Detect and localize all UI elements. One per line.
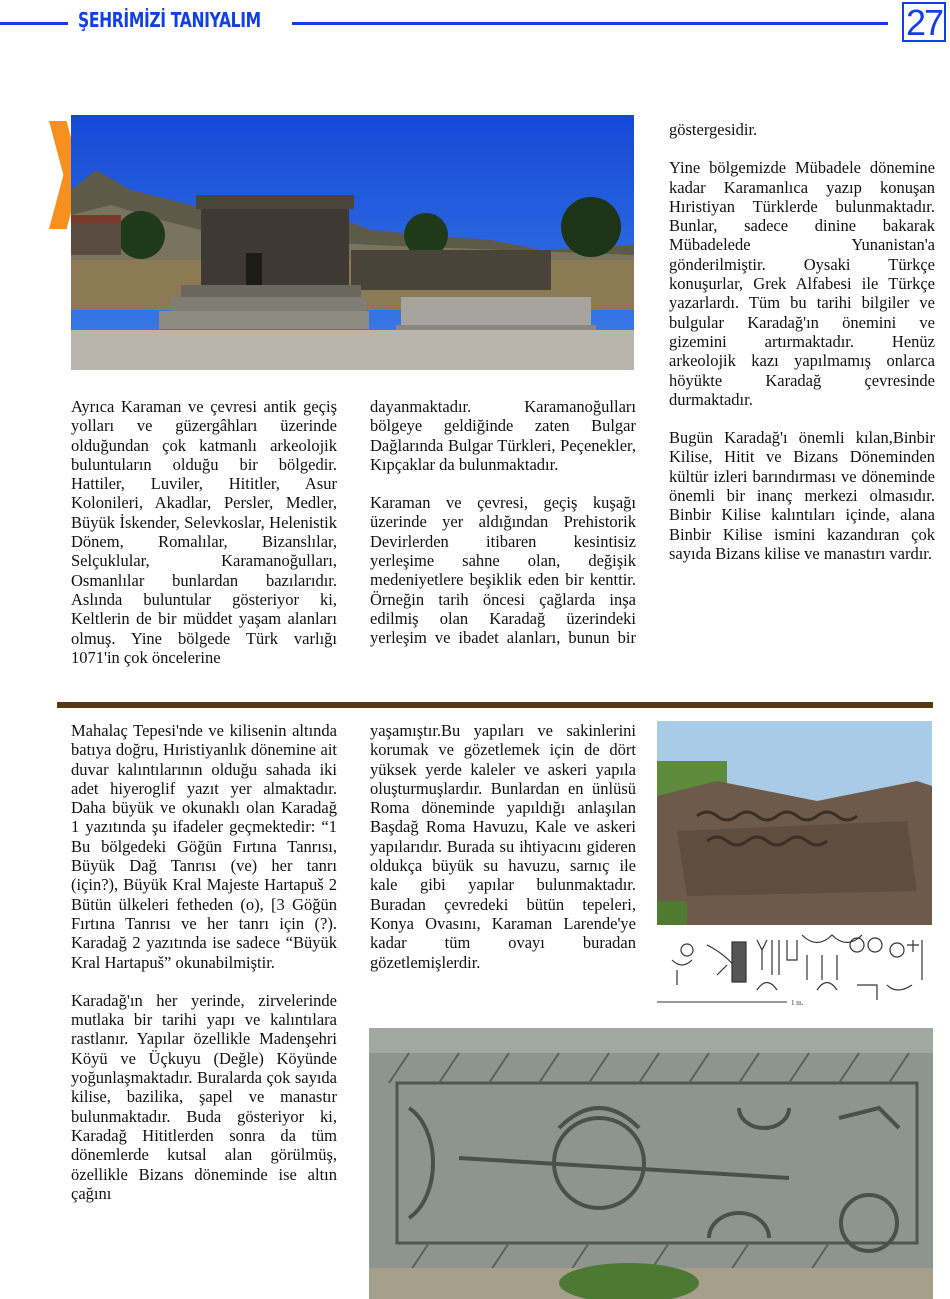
carved-relief-illustration [369,1028,933,1299]
top-column-1 [71,397,337,667]
hieroglyph-drawing [657,930,932,1010]
paragraph: yaşamıştır.Bu yapıları ve sakinlerini korumak ve gözetlemek için de dört yüksek yerde kaleler ve askeri yapıla oluşturmuşlardır. Bunlardan en ünlüsü Roma döneminde yapıldığı anlaşılan Başdağ Roma Havuzu, Kale ve askeri yapılarıdır. Burada su ihtiyacını gideren oldukça büyük su havuzu, sarnıç ile kale gibi yapılar bulunmaktadır. Buradan çevredeki bütün tepeleri, Konya Ovasını, Karaman Larende'ye kadar tüm ovayı buradan gözetlemişlerdir. [370,721,636,972]
bottom-column-1 [71,721,337,1203]
page-number: 27 [902,2,946,42]
top-column-3 [669,120,935,563]
paragraph: Karadağ'ın her yerinde, zirvelerinde mutlaka bir tarihi yapı ve kalıntılara rastlanır. Yapılar özellikle Madenşehri Köyü ve Üçkuyu (Değle) Köyünde yoğunlaşmaktadır. Buralarda çok sayıda kilise, bazilika, şapel ve manastır bulunmaktadır. Buda gösteriyor ki, Karadağ Hititlerden sonra da tüm dönemlerde kutsal alan görülmüş, özellikle Bizans döneminde ise altın çağını [71,990,337,1203]
ruins-mausoleum-illustration [71,115,634,370]
paragraph: göstergesidir. [669,120,758,139]
paragraph: Karaman ve çevresi, geçiş kuşağı üzerinde yer aldığından Prehistorik Devirlerden itibaren kesintisiz yerleşime sahne olan, değişik medeniyetlere beşiklik eden bir kenttir. Örneğin tarih öncesi çağlarda inşa edilmiş olan Karadağ üzerindeki yerleşim ve ibadet alanları, bunun bir [370,493,636,648]
bottom-column-2 [370,721,636,972]
ruins-mausoleum-photo [71,115,634,370]
scale-label: 1 m. [791,999,804,1007]
section-divider [57,702,933,708]
hieroglyph-drawing-illustration [657,930,932,1010]
hieroglyph-rock-photo [657,721,932,925]
carved-stone-relief-photo [369,1028,933,1299]
paragraph: dayanmaktadır. Karamanoğulları bölgeye geldiğinde zaten Bulgar Dağlarında Bulgar Türkleri, Peçenekler, Kıpçaklar da bulunmaktadır. [370,397,636,474]
hieroglyph-rock-illustration [657,721,932,925]
top-column-2 [370,397,636,648]
paragraph: Mahalaç Tepesi'nde ve kilisenin altında batıya doğru, Hıristiyanlık dönemine ait duvar kalıntılarının olduğu sahada iki adet hiyeroglif yazıt yer almaktadır. Daha büyük ve okunaklı olan Karadağ 1 yazıtında şu ifadeler geçmektedir: “1 Bu bölgedeki Göğün Fırtına Tanrısı, Büyük Dağ Tanrısı (ve) her tanrı (için?), Büyük Kral Majeste Hartapuš 2 Bütün ülkeleri fetheden (o), [3 Göğün Fırtına Tanrısı ve her tanrı için (?). Karadağ 2 yazıtında ise sadece “Büyük Kral Hartapuš” okunabilmiştir. [71,721,337,972]
header-rule-right [292,22,888,25]
paragraph: Yine bölgemizde Mübadele dönemine kadar Karamanlıca yazıp konuşan Hıristiyan Türklerde bulunmaktadır. Bunlar, sadece dinine bakarak Mübadelede Yunanistan'a gönderilmiştir. Oysaki Türkçe konuşurlar, Grek Alfabesi ile Türkçe yazarlardı. Tüm bu tarihi bilgiler ve bulgular Karadağ'ın önemini ve gizemini artırmaktadır. Henüz arkeolojik kazı yapılmamış onlarca höyükte Karadağ çevresinde durmaktadır. [669,158,935,409]
section-title: ŞEHRİMİZİ TANIYALIM [78,8,261,32]
paragraph: Bugün Karadağ'ı önemli kılan,Binbir Kilise, Hitit ve Bizans Döneminden kültür izleri barındırması ve döneminde önemli bir inanç merkezi olmasıdır. Binbir Kilise kalıntıları içinde, alana Binbir Kilise ismini kazandıran çok sayıda Bizans kilise ve manastırı vardır. [669,428,935,563]
paragraph: Ayrıca Karaman ve çevresi antik geçiş yolları ve güzergâhları üzerinde olduğundan çok katmanlı arkeolojik buluntuların olduğu bir bölgedir. Hattiler, Luviler, Hititler, Asur Kolonileri, Akadlar, Persler, Medler, Büyük İskender, Selevkoslar, Helenistik Dönem, Romalılar, Bizanslılar, Selçuklular, Karamanoğulları, Osmanlılar bunlardan bazılarıdır. Aslında buluntular gösteriyor ki, Keltlerin de bir müddet yaşam alanları olmuş. Yine bölgede Türk varlığı 1071'in çok öncelerine [71,397,337,667]
header-rule-left [0,22,68,25]
